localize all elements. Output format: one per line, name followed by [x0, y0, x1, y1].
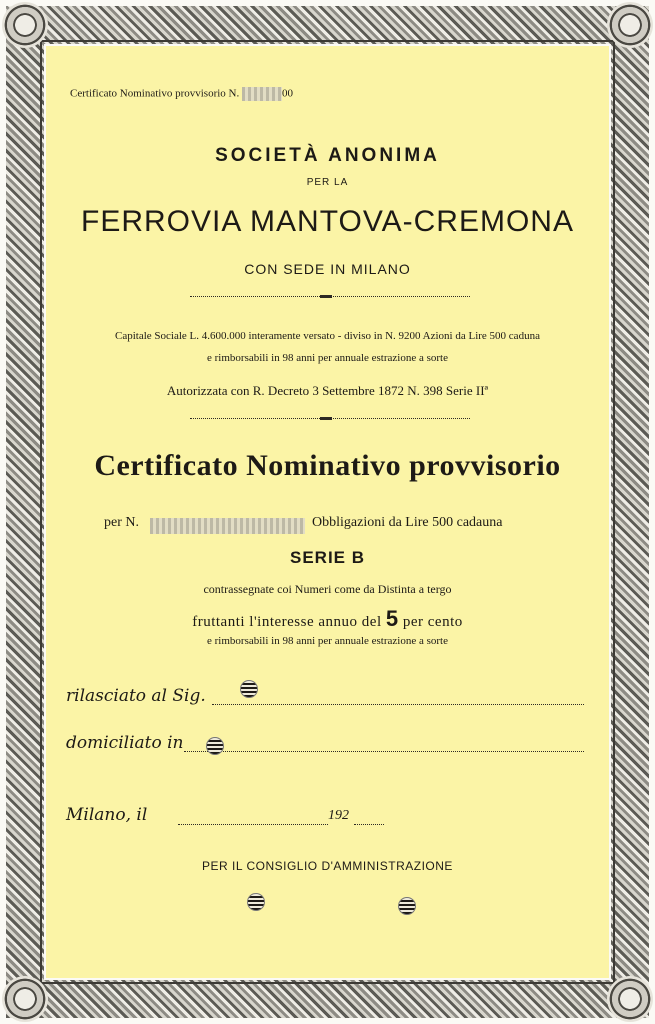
interest-line: [46, 606, 609, 632]
divider-ornament: [320, 295, 332, 298]
corner-ornament: [607, 976, 653, 1022]
authorization: Autorizzata con R. Decreto 3 Settembre 1872 N. 398 Serie IIª: [166, 383, 489, 398]
company-line2: PER LA: [306, 177, 349, 188]
certificate-number-partial: 00: [282, 87, 293, 100]
certificate-number: [70, 87, 293, 101]
redacted-number: [242, 87, 282, 101]
date-line: [178, 824, 328, 825]
capital-line1: Capitale Sociale L. 4.600.000 interamente versato - diviso in N. 9200 Azioni da Lire 500 caduna: [115, 330, 540, 342]
document-title: Certificato Nominativo provvisorio: [94, 449, 561, 482]
corner-ornament: [2, 976, 48, 1022]
redemption-note: e rimborsabili in 98 anni per annuale estrazione a sorte: [207, 635, 448, 647]
corner-ornament: [2, 2, 48, 48]
series: SERIE B: [289, 548, 366, 567]
year-line: [354, 824, 384, 825]
place-date-label: Milano, il: [66, 805, 148, 825]
issued-to-line: [212, 704, 584, 705]
domicile-label: domiciliato in: [66, 733, 184, 753]
year-prefix: 192: [328, 808, 349, 823]
punch-hole: [398, 897, 416, 915]
capital-line2: e rimborsabili in 98 anni per annuale estrazione a sorte: [207, 352, 448, 364]
corner-ornament: [607, 2, 653, 48]
signature-block: PER IL CONSIGLIO D'AMMINISTRAZIONE: [202, 859, 453, 873]
numbers-note: contrassegnate coi Numeri come da Distinta a tergo: [203, 582, 452, 596]
bonds-per-label: per N.: [104, 515, 139, 530]
interest-after: per cento: [402, 614, 463, 630]
redacted-bond-count: [150, 518, 305, 534]
punch-hole: [247, 893, 265, 911]
interest-rate: 5: [385, 606, 399, 631]
company-line1: SOCIETÀ ANONIMA: [215, 145, 440, 166]
punch-hole: [240, 680, 258, 698]
bonds-label: Obbligazioni da Lire 500 cadauna: [312, 515, 503, 530]
domicile-line: [184, 751, 584, 752]
interest-before: fruttanti l'interesse annuo del: [192, 614, 382, 630]
company-name: FERROVIA MANTOVA-CREMONA: [81, 205, 574, 238]
company-seat: CON SEDE IN MILANO: [244, 261, 411, 277]
punch-hole: [206, 737, 224, 755]
divider-ornament: [320, 417, 332, 420]
certificate-number-label: Certificato Nominativo provvisorio N.: [70, 87, 240, 100]
issued-to-label: rilasciato al Sig.: [66, 686, 206, 706]
